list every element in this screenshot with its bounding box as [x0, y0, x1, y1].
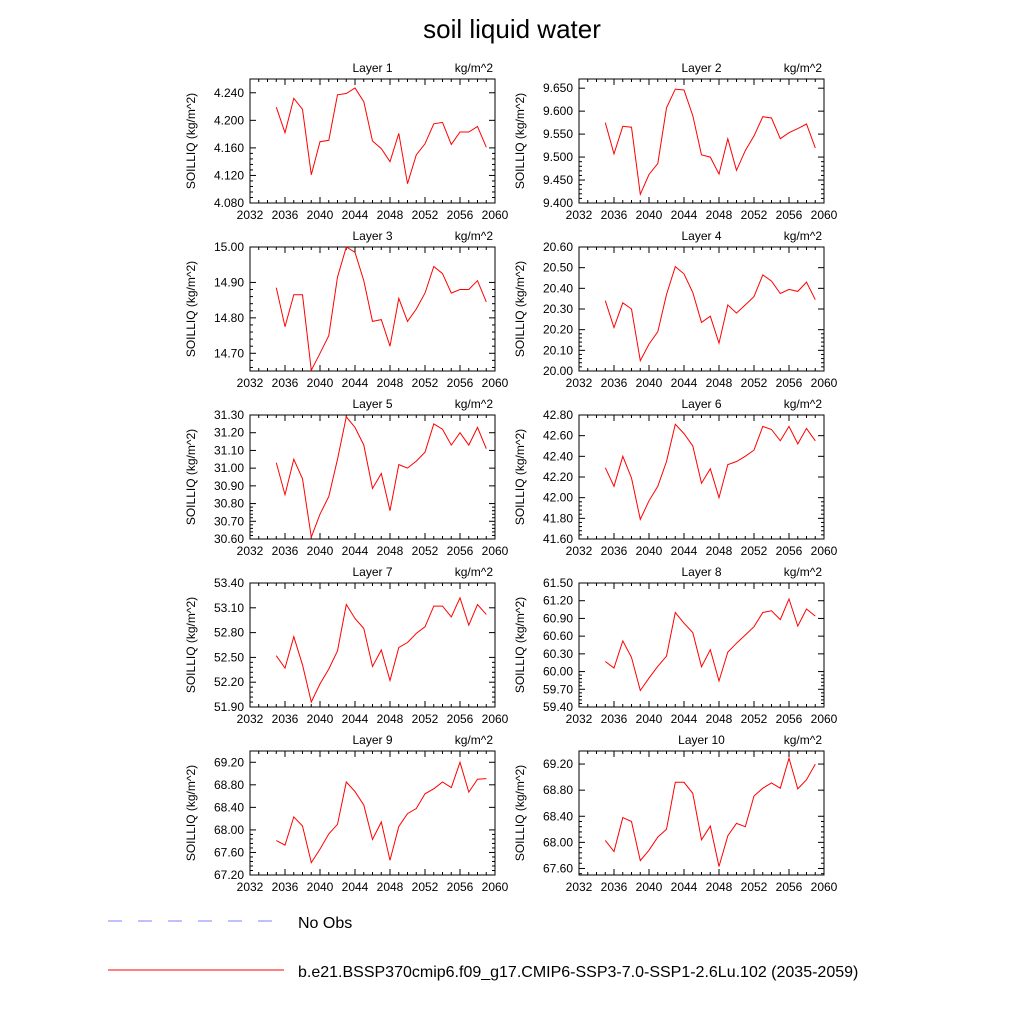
plot-frame	[579, 583, 824, 707]
x-tick-label: 2040	[635, 544, 663, 558]
x-tick-label: 2060	[481, 712, 509, 726]
x-tick-label: 2036	[600, 376, 628, 390]
x-tick-label: 2032	[565, 544, 593, 558]
x-tick-label: 2040	[306, 376, 334, 390]
panel-units: kg/m^2	[783, 733, 822, 747]
y-tick-label: 52.20	[213, 675, 244, 690]
y-tick-label: 60.90	[542, 611, 573, 626]
plot-frame	[579, 415, 824, 539]
x-tick-label: 2032	[236, 208, 264, 222]
x-tick-label: 2032	[565, 208, 593, 222]
panel-title: Layer 10	[678, 733, 725, 747]
page-title: soil liquid water	[423, 14, 601, 44]
x-tick-label: 2060	[810, 376, 838, 390]
panel-title: Layer 7	[352, 565, 393, 579]
x-tick-label: 2052	[411, 712, 439, 726]
plot-frame	[250, 751, 495, 875]
y-tick-label: 41.80	[542, 511, 573, 526]
y-tick-label: 59.40	[542, 700, 573, 714]
x-tick-label: 2052	[740, 544, 768, 558]
y-tick-label: 31.30	[213, 408, 244, 422]
x-tick-label: 2040	[306, 880, 334, 894]
x-tick-label: 2052	[411, 544, 439, 558]
y-tick-label: 67.60	[542, 861, 573, 876]
x-tick-label: 2032	[236, 544, 264, 558]
series-line	[605, 424, 815, 519]
y-tick-label: 31.00	[213, 461, 244, 476]
panel-title: Layer 2	[681, 61, 722, 75]
x-tick-label: 2056	[446, 376, 474, 390]
y-tick-label: 30.90	[213, 478, 244, 493]
y-tick-label: 53.40	[213, 576, 244, 590]
y-tick-label: 69.20	[542, 757, 573, 772]
y-tick-label: 20.30	[542, 302, 573, 316]
x-tick-label: 2044	[670, 880, 698, 894]
x-tick-label: 2044	[341, 544, 369, 558]
y-tick-label: 53.10	[213, 600, 244, 615]
x-tick-label: 2056	[446, 208, 474, 222]
y-tick-label: 9.500	[542, 150, 573, 165]
y-tick-label: 9.400	[542, 196, 573, 210]
y-tick-label: 59.70	[542, 682, 573, 697]
x-tick-label: 2056	[446, 544, 474, 558]
x-tick-label: 2032	[236, 376, 264, 390]
series-line	[276, 88, 486, 184]
panel-title: Layer 3	[352, 229, 393, 243]
panel-title: Layer 6	[681, 397, 722, 411]
y-tick-label: 14.70	[213, 346, 244, 361]
x-tick-label: 2048	[376, 712, 404, 726]
x-tick-label: 2044	[341, 712, 369, 726]
y-axis-label: SOILLIQ (kg/m^2)	[184, 260, 198, 358]
x-tick-label: 2044	[670, 208, 698, 222]
panel-title: Layer 8	[681, 565, 722, 579]
x-tick-label: 2036	[271, 880, 299, 894]
panel-units: kg/m^2	[454, 229, 493, 243]
x-tick-label: 2060	[810, 544, 838, 558]
plot-frame	[250, 415, 495, 539]
x-tick-label: 2056	[446, 880, 474, 894]
y-tick-label: 61.50	[542, 576, 573, 590]
y-axis-label: SOILLIQ (kg/m^2)	[184, 428, 198, 526]
plot-frame	[250, 247, 495, 371]
y-tick-label: 42.40	[542, 449, 573, 464]
x-tick-label: 2040	[306, 712, 334, 726]
y-tick-label: 9.650	[542, 81, 573, 96]
x-tick-label: 2040	[635, 712, 663, 726]
y-tick-label: 20.00	[542, 364, 573, 378]
x-tick-label: 2044	[341, 376, 369, 390]
x-tick-label: 2044	[670, 544, 698, 558]
x-tick-label: 2052	[411, 376, 439, 390]
x-tick-label: 2048	[705, 376, 733, 390]
x-tick-label: 2032	[236, 880, 264, 894]
y-tick-label: 20.50	[542, 260, 573, 275]
plot-frame	[579, 79, 824, 203]
y-tick-label: 9.450	[542, 173, 573, 188]
y-tick-label: 41.60	[542, 532, 573, 546]
series-line	[605, 89, 815, 194]
panel-units: kg/m^2	[454, 397, 493, 411]
y-tick-label: 67.20	[213, 868, 244, 882]
x-tick-label: 2052	[740, 880, 768, 894]
x-tick-label: 2056	[775, 208, 803, 222]
panel-units: kg/m^2	[454, 565, 493, 579]
panel-units: kg/m^2	[454, 61, 493, 75]
x-tick-label: 2040	[635, 880, 663, 894]
y-tick-label: 52.80	[213, 625, 244, 640]
x-tick-label: 2052	[411, 880, 439, 894]
series-line	[276, 598, 486, 702]
x-tick-label: 2040	[635, 208, 663, 222]
chart-panel-layer-2	[513, 61, 838, 222]
x-tick-label: 2048	[705, 712, 733, 726]
chart-panel-layer-3	[184, 229, 509, 390]
x-tick-label: 2048	[376, 208, 404, 222]
x-tick-label: 2056	[775, 880, 803, 894]
series-line	[605, 599, 815, 691]
x-tick-label: 2032	[565, 712, 593, 726]
series-line	[605, 758, 815, 866]
x-tick-label: 2040	[306, 208, 334, 222]
x-tick-label: 2056	[446, 712, 474, 726]
x-tick-label: 2044	[341, 208, 369, 222]
x-tick-label: 2048	[376, 880, 404, 894]
x-tick-label: 2040	[306, 544, 334, 558]
legend-label-series: b.e21.BSSP370cmip6.f09_g17.CMIP6-SSP3-7.0-SSP1-2.6Lu.102 (2035-2059)	[298, 964, 859, 981]
x-tick-label: 2044	[341, 880, 369, 894]
x-tick-label: 2032	[565, 376, 593, 390]
chart-panel-layer-6	[513, 397, 838, 558]
y-tick-label: 42.80	[542, 408, 573, 422]
series-line	[276, 247, 486, 370]
y-tick-label: 30.80	[213, 496, 244, 511]
x-tick-label: 2044	[670, 712, 698, 726]
y-tick-label: 4.080	[213, 196, 244, 210]
y-tick-label: 42.20	[542, 470, 573, 484]
x-tick-label: 2032	[565, 880, 593, 894]
y-tick-label: 67.60	[213, 845, 244, 860]
chart-panel-layer-5	[184, 397, 509, 558]
x-tick-label: 2036	[271, 712, 299, 726]
x-tick-label: 2048	[705, 544, 733, 558]
y-tick-label: 9.600	[542, 104, 573, 119]
y-axis-label: SOILLIQ (kg/m^2)	[513, 260, 527, 358]
x-tick-label: 2048	[705, 208, 733, 222]
panel-title: Layer 1	[352, 61, 393, 75]
y-tick-label: 42.60	[542, 428, 573, 443]
y-tick-label: 14.90	[213, 275, 244, 290]
plot-frame	[579, 751, 824, 875]
y-tick-label: 60.30	[542, 646, 573, 661]
chart-panel-layer-4	[513, 229, 838, 390]
y-tick-label: 4.120	[213, 168, 244, 183]
series-line	[605, 267, 815, 361]
y-tick-label: 31.10	[213, 443, 244, 458]
panel-title: Layer 4	[681, 229, 722, 243]
x-tick-label: 2036	[600, 880, 628, 894]
panel-units: kg/m^2	[783, 565, 822, 579]
x-tick-label: 2052	[740, 208, 768, 222]
x-tick-label: 2056	[775, 544, 803, 558]
x-tick-label: 2060	[481, 544, 509, 558]
legend-label-no-obs: No Obs	[298, 915, 353, 932]
x-tick-label: 2036	[271, 376, 299, 390]
y-axis-label: SOILLIQ (kg/m^2)	[184, 92, 198, 190]
series-line	[276, 762, 486, 862]
y-tick-label: 31.20	[213, 425, 244, 440]
x-tick-label: 2060	[810, 712, 838, 726]
y-axis-label: SOILLIQ (kg/m^2)	[513, 428, 527, 526]
y-tick-label: 61.20	[542, 593, 573, 608]
y-tick-label: 15.00	[213, 240, 244, 254]
y-axis-label: SOILLIQ (kg/m^2)	[184, 764, 198, 862]
x-tick-label: 2060	[810, 208, 838, 222]
y-tick-label: 9.550	[542, 127, 573, 142]
x-tick-label: 2036	[600, 544, 628, 558]
y-tick-label: 20.60	[542, 240, 573, 254]
series-line	[276, 417, 486, 537]
x-tick-label: 2036	[271, 208, 299, 222]
y-axis-label: SOILLIQ (kg/m^2)	[184, 596, 198, 694]
y-tick-label: 69.20	[213, 755, 244, 770]
y-tick-label: 60.60	[542, 629, 573, 644]
y-tick-label: 14.80	[213, 310, 244, 325]
x-tick-label: 2048	[376, 544, 404, 558]
x-tick-label: 2040	[635, 376, 663, 390]
chart-panel-layer-9	[184, 733, 509, 894]
y-tick-label: 20.20	[542, 322, 573, 337]
x-tick-label: 2056	[775, 376, 803, 390]
panel-units: kg/m^2	[454, 733, 493, 747]
y-tick-label: 68.00	[213, 822, 244, 837]
panel-units: kg/m^2	[783, 397, 822, 411]
x-tick-label: 2048	[376, 376, 404, 390]
y-tick-label: 4.200	[213, 113, 244, 128]
y-tick-label: 68.80	[542, 783, 573, 798]
x-tick-label: 2036	[600, 712, 628, 726]
y-tick-label: 4.240	[213, 85, 244, 100]
y-tick-label: 51.90	[213, 700, 244, 714]
x-tick-label: 2052	[740, 712, 768, 726]
chart-panel-layer-10	[513, 733, 838, 894]
y-axis-label: SOILLIQ (kg/m^2)	[513, 596, 527, 694]
y-axis-label: SOILLIQ (kg/m^2)	[513, 764, 527, 862]
panel-units: kg/m^2	[783, 61, 822, 75]
x-tick-label: 2048	[705, 880, 733, 894]
y-tick-label: 52.50	[213, 650, 244, 665]
chart-panel-layer-8	[513, 565, 838, 726]
x-tick-label: 2032	[236, 712, 264, 726]
x-tick-label: 2052	[740, 376, 768, 390]
y-tick-label: 30.70	[213, 514, 244, 529]
chart-panel-layer-1	[184, 61, 509, 222]
chart-panel-layer-7	[184, 565, 509, 726]
y-tick-label: 68.00	[542, 835, 573, 850]
y-tick-label: 68.80	[213, 777, 244, 792]
y-tick-label: 68.40	[542, 809, 573, 824]
x-tick-label: 2036	[271, 544, 299, 558]
y-tick-label: 4.160	[213, 140, 244, 155]
y-tick-label: 20.40	[542, 281, 573, 296]
y-axis-label: SOILLIQ (kg/m^2)	[513, 92, 527, 190]
x-tick-label: 2060	[481, 880, 509, 894]
y-tick-label: 20.10	[542, 343, 573, 358]
x-tick-label: 2056	[775, 712, 803, 726]
panel-title: Layer 5	[352, 397, 393, 411]
y-tick-label: 42.00	[542, 490, 573, 505]
x-tick-label: 2052	[411, 208, 439, 222]
y-tick-label: 68.40	[213, 800, 244, 815]
x-tick-label: 2036	[600, 208, 628, 222]
x-tick-label: 2060	[481, 376, 509, 390]
x-tick-label: 2044	[670, 376, 698, 390]
x-tick-label: 2060	[810, 880, 838, 894]
y-tick-label: 60.00	[542, 664, 573, 679]
panel-units: kg/m^2	[783, 229, 822, 243]
x-tick-label: 2060	[481, 208, 509, 222]
panel-title: Layer 9	[352, 733, 393, 747]
y-tick-label: 30.60	[213, 532, 244, 546]
plot-frame	[579, 247, 824, 371]
